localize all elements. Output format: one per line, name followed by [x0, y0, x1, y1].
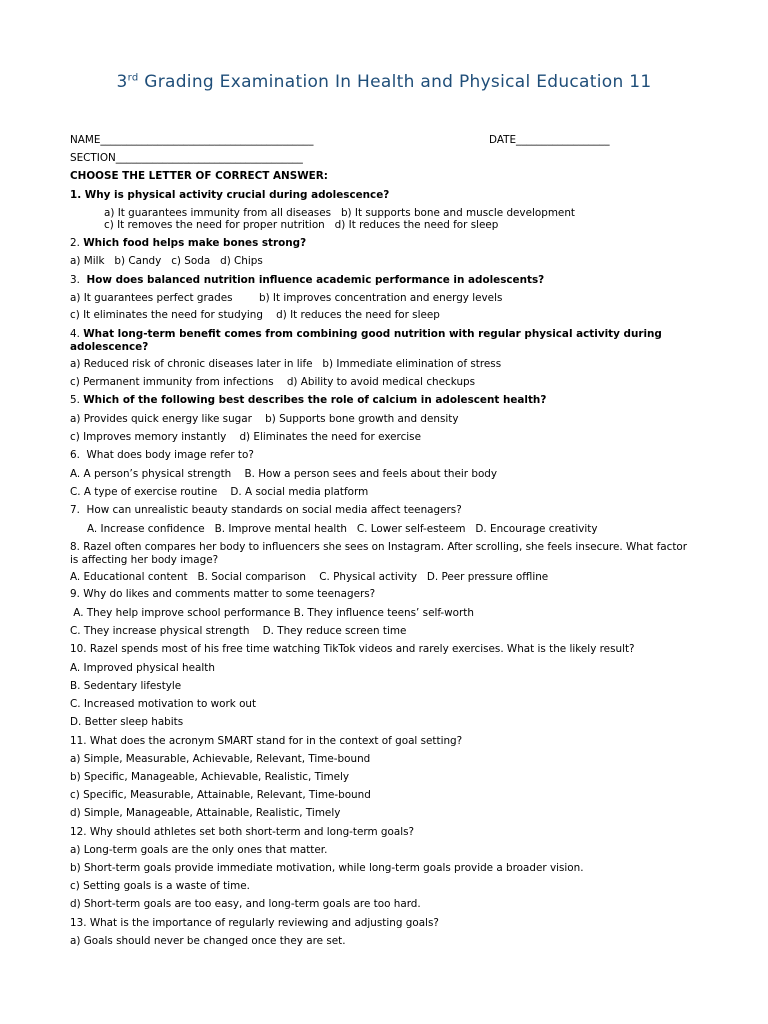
- question-10-option-c: C. Increased motivation to work out: [70, 698, 257, 710]
- instruction: CHOOSE THE LETTER OF CORRECT ANSWER:: [70, 170, 328, 182]
- question-10-option-b: B. Sedentary lifestyle: [70, 680, 182, 692]
- question-3-options-cd: c) It eliminates the need for studying d) It reduces the need for sleep: [70, 309, 440, 321]
- question-6-options-cd: C. A type of exercise routine D. A social media platform: [70, 486, 369, 498]
- question-3-options-ab: a) It guarantees perfect grades b) It improves concentration and energy levels: [70, 292, 503, 304]
- question-9: 9. Why do likes and comments matter to some teenagers?: [70, 588, 376, 600]
- question-9-options-ab: A. They help improve school performance B. They influence teens’ self-worth: [70, 607, 474, 619]
- question-8: 8. Razel often compares her body to influencers she sees on Instagram. After scrolling, she feels insecure. What factor is affecting her body image?: [70, 541, 688, 566]
- question-11-option-a: a) Simple, Measurable, Achievable, Relevant, Time-bound: [70, 753, 371, 765]
- question-10: 10. Razel spends most of his free time watching TikTok videos and rarely exercises. What is the likely result?: [70, 643, 635, 655]
- question-12-option-b: b) Short-term goals provide immediate motivation, while long-term goals provide a broader vision.: [70, 862, 584, 874]
- question-7-options: A. Increase confidence B. Improve mental health C. Lower self-esteem D. Encourage creativity: [87, 523, 598, 535]
- question-3: 3. How does balanced nutrition influence academic performance in adolescents?: [70, 274, 545, 286]
- name-field: NAME_________________________________________: [70, 134, 314, 146]
- question-10-option-d: D. Better sleep habits: [70, 716, 184, 728]
- question-13-option-a: a) Goals should never be changed once they are set.: [70, 935, 346, 947]
- question-7: 7. How can unrealistic beauty standards on social media affect teenagers?: [70, 504, 462, 516]
- question-11-option-b: b) Specific, Manageable, Achievable, Realistic, Timely: [70, 771, 350, 783]
- question-1-options-ab: a) It guarantees immunity from all diseases b) It supports bone and muscle development: [104, 207, 575, 219]
- question-6-options-ab: A. A person’s physical strength B. How a person sees and feels about their body: [70, 468, 498, 480]
- date-field: DATE__________________: [489, 134, 610, 146]
- question-5-options-cd: c) Improves memory instantly d) Eliminates the need for exercise: [70, 431, 421, 443]
- question-12: 12. Why should athletes set both short-term and long-term goals?: [70, 826, 415, 838]
- title-superscript: rd: [127, 72, 139, 84]
- question-1-options-cd: c) It removes the need for proper nutrition d) It reduces the need for sleep: [104, 219, 499, 231]
- question-4-options-cd: c) Permanent immunity from infections d) Ability to avoid medical checkups: [70, 376, 476, 388]
- title-text: Grading Examination In Health and Physical Education 11: [138, 72, 652, 92]
- question-6: 6. What does body image refer to?: [70, 449, 254, 461]
- question-10-option-a: A. Improved physical health: [70, 662, 215, 674]
- title-number: 3: [116, 72, 128, 92]
- question-5: 5. Which of the following best describes the role of calcium in adolescent health?: [70, 394, 547, 406]
- question-12-option-d: d) Short-term goals are too easy, and long-term goals are too hard.: [70, 898, 421, 910]
- question-12-option-a: a) Long-term goals are the only ones that matter.: [70, 844, 328, 856]
- question-5-options-ab: a) Provides quick energy like sugar b) Supports bone growth and density: [70, 413, 459, 425]
- exam-title: [0, 72, 768, 92]
- question-4: 4. What long-term benefit comes from combining good nutrition with regular physical activity during adolescence?: [70, 328, 662, 353]
- question-12-option-c: c) Setting goals is a waste of time.: [70, 880, 250, 892]
- question-11-option-c: c) Specific, Measurable, Attainable, Relevant, Time-bound: [70, 789, 371, 801]
- question-2-options: a) Milk b) Candy c) Soda d) Chips: [70, 255, 263, 267]
- question-1: 1. Why is physical activity crucial during adolescence?: [70, 189, 390, 201]
- question-9-options-cd: C. They increase physical strength D. They reduce screen time: [70, 625, 407, 637]
- question-11-option-d: d) Simple, Manageable, Attainable, Realistic, Timely: [70, 807, 341, 819]
- question-8-options: A. Educational content B. Social comparison C. Physical activity D. Peer pressure offline: [70, 571, 549, 583]
- section-field: SECTION____________________________________: [70, 152, 303, 164]
- question-13: 13. What is the importance of regularly reviewing and adjusting goals?: [70, 917, 439, 929]
- question-11: 11. What does the acronym SMART stand for in the context of goal setting?: [70, 735, 463, 747]
- question-4-options-ab: a) Reduced risk of chronic diseases later in life b) Immediate elimination of stress: [70, 358, 502, 370]
- question-2: 2. Which food helps make bones strong?: [70, 237, 307, 249]
